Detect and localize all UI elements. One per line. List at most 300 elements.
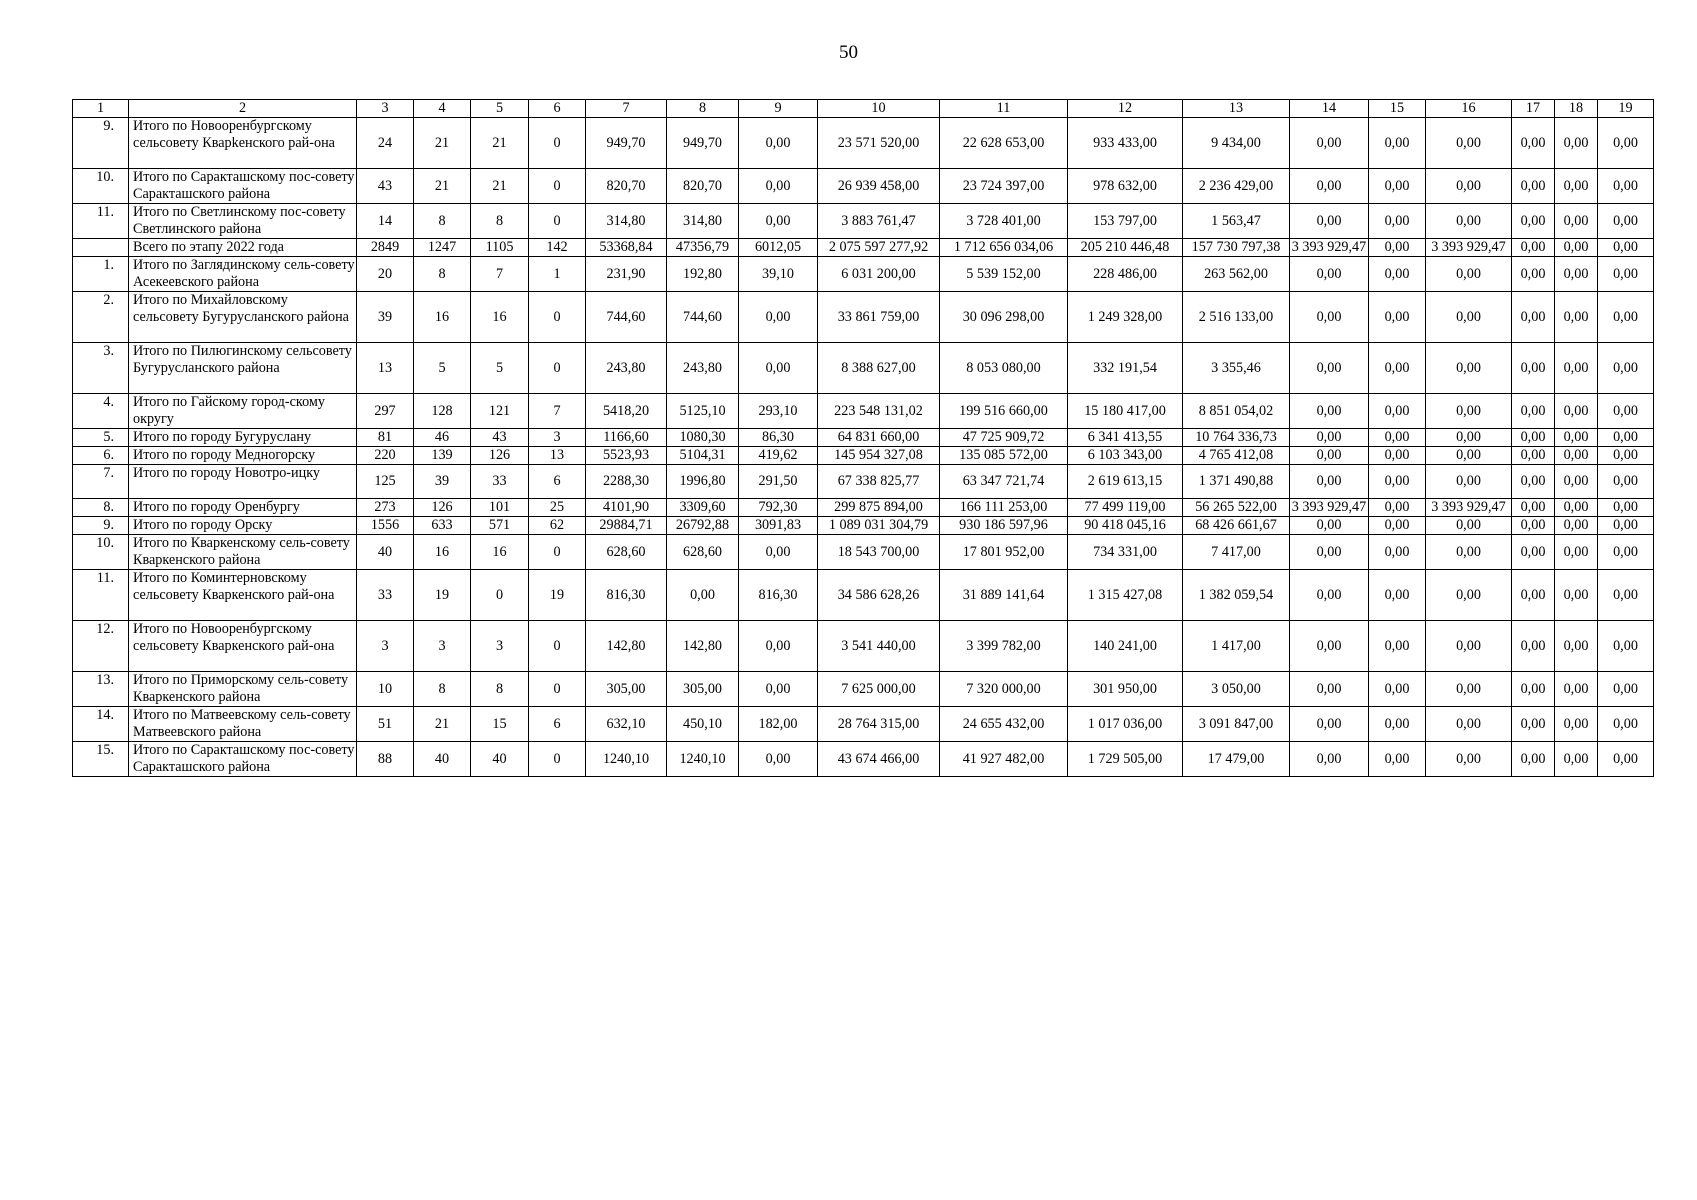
table-cell: 816,30 — [586, 570, 667, 621]
row-number: 9. — [73, 517, 129, 535]
table-cell: 0,00 — [1598, 570, 1654, 621]
table-cell: 86,30 — [739, 429, 818, 447]
table-cell: 199 516 660,00 — [940, 394, 1068, 429]
table-cell: 0,00 — [1426, 204, 1512, 239]
table-cell: 142,80 — [586, 621, 667, 672]
table-cell: 26 939 458,00 — [818, 169, 940, 204]
table-cell: 34 586 628,26 — [818, 570, 940, 621]
table-cell: 68 426 661,67 — [1183, 517, 1290, 535]
table-cell: 0,00 — [1512, 257, 1555, 292]
table-cell: 0,00 — [1290, 429, 1369, 447]
table-cell: 0,00 — [667, 570, 739, 621]
row-name: Итого по Новооренбургскому сельсовету Кваркенского рай-она — [129, 621, 357, 672]
table-cell: 0,00 — [1426, 621, 1512, 672]
table-cell: 0 — [529, 169, 586, 204]
column-header: 4 — [414, 100, 471, 118]
table-cell: 5523,93 — [586, 447, 667, 465]
table-cell: 0,00 — [1555, 239, 1598, 257]
table-row — [73, 343, 1654, 394]
column-header: 7 — [586, 100, 667, 118]
table-cell: 0,00 — [1290, 621, 1369, 672]
table-cell: 142 — [529, 239, 586, 257]
column-header: 8 — [667, 100, 739, 118]
table-cell: 0,00 — [1598, 465, 1654, 499]
table-cell: 128 — [414, 394, 471, 429]
table-cell: 0,00 — [1555, 447, 1598, 465]
table-cell: 0,00 — [739, 672, 818, 707]
table-cell: 0,00 — [1369, 394, 1426, 429]
table-cell: 0,00 — [1512, 239, 1555, 257]
table-cell: 0,00 — [1290, 672, 1369, 707]
table-cell: 8 — [414, 204, 471, 239]
table-cell: 0 — [529, 118, 586, 169]
table-cell: 0,00 — [1426, 707, 1512, 742]
table-row — [73, 621, 1654, 672]
table-cell: 81 — [357, 429, 414, 447]
table-cell: 3 050,00 — [1183, 672, 1290, 707]
table-cell: 2 075 597 277,92 — [818, 239, 940, 257]
table-cell: 0 — [529, 672, 586, 707]
table-cell: 632,10 — [586, 707, 667, 742]
row-number: 5. — [73, 429, 129, 447]
table-cell: 0,00 — [739, 118, 818, 169]
table-cell: 0,00 — [1555, 707, 1598, 742]
table-cell: 0,00 — [1369, 257, 1426, 292]
row-name: Итого по городу Медногорску — [129, 447, 357, 465]
table-cell: 0,00 — [1369, 499, 1426, 517]
table-cell: 5 — [414, 343, 471, 394]
table-cell: 314,80 — [586, 204, 667, 239]
table-cell: 0,00 — [1426, 517, 1512, 535]
table-cell: 0,00 — [1555, 429, 1598, 447]
table-row — [73, 118, 1654, 169]
table-cell: 820,70 — [586, 169, 667, 204]
table-cell: 0,00 — [1369, 535, 1426, 570]
row-name: Итого по Михайловскому сельсовету Бугурусланского района — [129, 292, 357, 343]
row-number: 3. — [73, 343, 129, 394]
row-name: Итого по Приморскому сель-совету Кваркенского района — [129, 672, 357, 707]
table-cell: 88 — [357, 742, 414, 777]
row-number: 13. — [73, 672, 129, 707]
table-cell: 3 541 440,00 — [818, 621, 940, 672]
table-cell: 1080,30 — [667, 429, 739, 447]
table-cell: 8 — [414, 672, 471, 707]
table-cell: 0,00 — [1426, 447, 1512, 465]
table-cell: 0,00 — [1369, 429, 1426, 447]
table-cell: 1 371 490,88 — [1183, 465, 1290, 499]
table-cell: 47356,79 — [667, 239, 739, 257]
table-row — [73, 204, 1654, 239]
table-cell: 47 725 909,72 — [940, 429, 1068, 447]
table-cell: 0 — [529, 204, 586, 239]
table-cell: 62 — [529, 517, 586, 535]
table-cell: 0,00 — [1426, 292, 1512, 343]
table-cell: 7 320 000,00 — [940, 672, 1068, 707]
table-cell: 1 249 328,00 — [1068, 292, 1183, 343]
table-cell: 121 — [471, 394, 529, 429]
column-header: 12 — [1068, 100, 1183, 118]
table-cell: 305,00 — [667, 672, 739, 707]
table-cell: 126 — [414, 499, 471, 517]
table-cell: 51 — [357, 707, 414, 742]
table-cell: 3 393 929,47 — [1290, 499, 1369, 517]
table-cell: 0,00 — [1598, 621, 1654, 672]
table-cell: 0,00 — [1369, 343, 1426, 394]
table-cell: 3 — [471, 621, 529, 672]
table-cell: 1247 — [414, 239, 471, 257]
table-cell: 0 — [529, 742, 586, 777]
table-cell: 734 331,00 — [1068, 535, 1183, 570]
table-cell: 13 — [529, 447, 586, 465]
table-cell: 0,00 — [1426, 465, 1512, 499]
table-cell: 0,00 — [1426, 394, 1512, 429]
row-name: Итого по Новооренбургскому сельсовету Кварkенского рай-она — [129, 118, 357, 169]
table-cell: 0,00 — [1598, 118, 1654, 169]
table-cell: 166 111 253,00 — [940, 499, 1068, 517]
table-cell: 0,00 — [1555, 570, 1598, 621]
table-cell: 0,00 — [1598, 169, 1654, 204]
table-cell: 0,00 — [1598, 292, 1654, 343]
row-number: 11. — [73, 204, 129, 239]
table-cell: 205 210 446,48 — [1068, 239, 1183, 257]
table-cell: 18 543 700,00 — [818, 535, 940, 570]
table-cell: 2 516 133,00 — [1183, 292, 1290, 343]
table-cell: 0,00 — [1598, 447, 1654, 465]
table-cell: 633 — [414, 517, 471, 535]
row-number: 2. — [73, 292, 129, 343]
table-cell: 0 — [471, 570, 529, 621]
table-cell: 7 — [529, 394, 586, 429]
table-cell: 1166,60 — [586, 429, 667, 447]
table-cell: 153 797,00 — [1068, 204, 1183, 239]
table-cell: 6 — [529, 465, 586, 499]
column-header: 14 — [1290, 100, 1369, 118]
table-cell: 0,00 — [1512, 429, 1555, 447]
table-cell: 273 — [357, 499, 414, 517]
row-name: Итого по Матвеевскому сель-совету Матвеевского района — [129, 707, 357, 742]
table-cell: 0,00 — [1598, 394, 1654, 429]
table-cell: 0,00 — [1598, 429, 1654, 447]
row-name: Итого по Кваркенскому сель-совету Кваркенского района — [129, 535, 357, 570]
table-cell: 10 764 336,73 — [1183, 429, 1290, 447]
table-cell: 0,00 — [739, 343, 818, 394]
table-cell: 13 — [357, 343, 414, 394]
table-cell: 1 — [529, 257, 586, 292]
table-cell: 29884,71 — [586, 517, 667, 535]
table-cell: 816,30 — [739, 570, 818, 621]
table-cell: 20 — [357, 257, 414, 292]
row-number: 9. — [73, 118, 129, 169]
table-cell: 0,00 — [1512, 118, 1555, 169]
table-cell: 63 347 721,74 — [940, 465, 1068, 499]
table-cell: 1105 — [471, 239, 529, 257]
table-cell: 77 499 119,00 — [1068, 499, 1183, 517]
row-name: Итого по Заглядинскому сель-совету Асекеевского района — [129, 257, 357, 292]
table-cell: 1556 — [357, 517, 414, 535]
table-cell: 31 889 141,64 — [940, 570, 1068, 621]
table-cell: 8 — [471, 204, 529, 239]
table-cell: 314,80 — [667, 204, 739, 239]
column-header: 1 — [73, 100, 129, 118]
table-cell: 0,00 — [1555, 499, 1598, 517]
table-cell: 135 085 572,00 — [940, 447, 1068, 465]
table-cell: 125 — [357, 465, 414, 499]
table-cell: 5125,10 — [667, 394, 739, 429]
table-cell: 0,00 — [1598, 672, 1654, 707]
table-cell: 744,60 — [586, 292, 667, 343]
table-cell: 21 — [414, 118, 471, 169]
table-cell: 39 — [357, 292, 414, 343]
table-cell: 0,00 — [1290, 394, 1369, 429]
table-cell: 3 — [414, 621, 471, 672]
table-cell: 3 393 929,47 — [1426, 239, 1512, 257]
table-cell: 228 486,00 — [1068, 257, 1183, 292]
table-cell: 0,00 — [1512, 343, 1555, 394]
table-row — [73, 465, 1654, 499]
table-cell: 90 418 045,16 — [1068, 517, 1183, 535]
table-cell: 0,00 — [1512, 204, 1555, 239]
table-cell: 8 — [471, 672, 529, 707]
table-cell: 0,00 — [1512, 447, 1555, 465]
table-cell: 332 191,54 — [1068, 343, 1183, 394]
table-cell: 243,80 — [586, 343, 667, 394]
table-cell: 41 927 482,00 — [940, 742, 1068, 777]
table-cell: 23 724 397,00 — [940, 169, 1068, 204]
column-header: 9 — [739, 100, 818, 118]
table-cell: 22 628 653,00 — [940, 118, 1068, 169]
row-name: Итого по городу Оренбургу — [129, 499, 357, 517]
table-cell: 182,00 — [739, 707, 818, 742]
row-name: Итого по Светлинскому пос-совету Светлинского района — [129, 204, 357, 239]
table-cell: 101 — [471, 499, 529, 517]
table-cell: 3 728 401,00 — [940, 204, 1068, 239]
table-cell: 126 — [471, 447, 529, 465]
table-cell: 0,00 — [1369, 169, 1426, 204]
table-cell: 6 031 200,00 — [818, 257, 940, 292]
table-cell: 43 674 466,00 — [818, 742, 940, 777]
table-cell: 3 393 929,47 — [1290, 239, 1369, 257]
column-header: 6 — [529, 100, 586, 118]
table-cell: 0,00 — [1555, 394, 1598, 429]
table-cell: 3309,60 — [667, 499, 739, 517]
table-cell: 21 — [471, 169, 529, 204]
table-cell: 5 539 152,00 — [940, 257, 1068, 292]
table-cell: 243,80 — [667, 343, 739, 394]
table-cell: 43 — [357, 169, 414, 204]
table-cell: 67 338 825,77 — [818, 465, 940, 499]
row-name: Итого по Пилюгинскому сельсовету Бугурусланского района — [129, 343, 357, 394]
table-cell: 0,00 — [1512, 621, 1555, 672]
table-cell: 0,00 — [1555, 621, 1598, 672]
table-cell: 0,00 — [1598, 204, 1654, 239]
table-cell: 28 764 315,00 — [818, 707, 940, 742]
table-cell: 792,30 — [739, 499, 818, 517]
table-cell: 0,00 — [1369, 621, 1426, 672]
table-cell: 4101,90 — [586, 499, 667, 517]
table-cell: 1 712 656 034,06 — [940, 239, 1068, 257]
table-cell: 24 655 432,00 — [940, 707, 1068, 742]
table-cell: 0,00 — [1369, 517, 1426, 535]
row-number: 7. — [73, 465, 129, 499]
table-cell: 0,00 — [1512, 742, 1555, 777]
table-cell: 3 355,46 — [1183, 343, 1290, 394]
table-cell: 1240,10 — [586, 742, 667, 777]
table-cell: 0,00 — [1512, 707, 1555, 742]
table-cell: 0,00 — [1369, 447, 1426, 465]
table-cell: 21 — [414, 169, 471, 204]
column-header: 19 — [1598, 100, 1654, 118]
table-cell: 0,00 — [1290, 447, 1369, 465]
table-cell: 3 091 847,00 — [1183, 707, 1290, 742]
table-cell: 0,00 — [1555, 257, 1598, 292]
table-cell: 0,00 — [1426, 570, 1512, 621]
table-cell: 0,00 — [739, 535, 818, 570]
table-cell: 5418,20 — [586, 394, 667, 429]
table-cell: 0,00 — [1598, 535, 1654, 570]
table-cell: 40 — [357, 535, 414, 570]
table-cell: 299 875 894,00 — [818, 499, 940, 517]
table-cell: 220 — [357, 447, 414, 465]
data-table — [72, 99, 1654, 777]
table-cell: 0,00 — [1555, 118, 1598, 169]
table-cell: 33 — [471, 465, 529, 499]
table-cell: 25 — [529, 499, 586, 517]
table-cell: 9 434,00 — [1183, 118, 1290, 169]
table-cell: 3 399 782,00 — [940, 621, 1068, 672]
table-cell: 5 — [471, 343, 529, 394]
table-cell: 0,00 — [1426, 429, 1512, 447]
table-cell: 0,00 — [1369, 204, 1426, 239]
table-cell: 21 — [414, 707, 471, 742]
table-cell: 157 730 797,38 — [1183, 239, 1290, 257]
table-cell: 0,00 — [1426, 672, 1512, 707]
table-cell: 1 729 505,00 — [1068, 742, 1183, 777]
table-cell: 2 236 429,00 — [1183, 169, 1290, 204]
table-cell: 1 017 036,00 — [1068, 707, 1183, 742]
column-header: 11 — [940, 100, 1068, 118]
row-number: 11. — [73, 570, 129, 621]
table-cell: 26792,88 — [667, 517, 739, 535]
row-name: Итого по Коминтерновскому сельсовету Кваркенского рай-она — [129, 570, 357, 621]
table-cell: 64 831 660,00 — [818, 429, 940, 447]
table-cell: 0,00 — [1426, 343, 1512, 394]
table-cell: 140 241,00 — [1068, 621, 1183, 672]
table-cell: 6 341 413,55 — [1068, 429, 1183, 447]
table-cell: 1 089 031 304,79 — [818, 517, 940, 535]
table-cell: 0,00 — [1426, 257, 1512, 292]
table-cell: 17 801 952,00 — [940, 535, 1068, 570]
table-cell: 291,50 — [739, 465, 818, 499]
table-cell: 1 382 059,54 — [1183, 570, 1290, 621]
table-cell: 33 861 759,00 — [818, 292, 940, 343]
table-cell: 1240,10 — [667, 742, 739, 777]
table-cell: 0,00 — [1512, 169, 1555, 204]
table-cell: 16 — [471, 535, 529, 570]
table-cell: 23 571 520,00 — [818, 118, 940, 169]
table-cell: 8 851 054,02 — [1183, 394, 1290, 429]
table-cell: 19 — [529, 570, 586, 621]
row-number: 10. — [73, 169, 129, 204]
table-cell: 8 — [414, 257, 471, 292]
table-cell: 1 563,47 — [1183, 204, 1290, 239]
table-cell: 978 632,00 — [1068, 169, 1183, 204]
table-cell: 0,00 — [1512, 517, 1555, 535]
row-number: 15. — [73, 742, 129, 777]
table-cell: 0,00 — [1290, 517, 1369, 535]
table-cell: 0,00 — [1598, 707, 1654, 742]
table-cell: 293,10 — [739, 394, 818, 429]
table-cell: 1 417,00 — [1183, 621, 1290, 672]
table-row — [73, 535, 1654, 570]
row-number: 12. — [73, 621, 129, 672]
table-cell: 53368,84 — [586, 239, 667, 257]
table-cell: 2849 — [357, 239, 414, 257]
table-cell: 297 — [357, 394, 414, 429]
table-cell: 0,00 — [1426, 118, 1512, 169]
table-cell: 3 883 761,47 — [818, 204, 940, 239]
row-name: Итого по Саракташскому пос-совету Саракташского района — [129, 742, 357, 777]
table-cell: 0,00 — [1290, 707, 1369, 742]
table-cell: 0,00 — [1290, 118, 1369, 169]
table-cell: 301 950,00 — [1068, 672, 1183, 707]
table-cell: 139 — [414, 447, 471, 465]
column-header: 3 — [357, 100, 414, 118]
table-cell: 2288,30 — [586, 465, 667, 499]
table-cell: 145 954 327,08 — [818, 447, 940, 465]
table-cell: 0,00 — [1512, 672, 1555, 707]
table-cell: 0,00 — [1369, 118, 1426, 169]
table-cell: 628,60 — [586, 535, 667, 570]
table-cell: 0,00 — [1290, 169, 1369, 204]
table-cell: 0,00 — [1512, 394, 1555, 429]
column-header: 17 — [1512, 100, 1555, 118]
table-cell: 305,00 — [586, 672, 667, 707]
column-header: 18 — [1555, 100, 1598, 118]
table-cell: 14 — [357, 204, 414, 239]
table-cell: 8 388 627,00 — [818, 343, 940, 394]
table-cell: 0 — [529, 535, 586, 570]
table-row — [73, 292, 1654, 343]
row-number: 1. — [73, 257, 129, 292]
table-cell: 628,60 — [667, 535, 739, 570]
table-row — [73, 742, 1654, 777]
table-cell: 46 — [414, 429, 471, 447]
table-cell: 0,00 — [739, 169, 818, 204]
table-cell: 7 625 000,00 — [818, 672, 940, 707]
table-row — [73, 447, 1654, 465]
table-cell: 0,00 — [1598, 257, 1654, 292]
table-cell: 0,00 — [1426, 169, 1512, 204]
table-cell: 5104,31 — [667, 447, 739, 465]
row-number — [73, 239, 129, 257]
table-cell: 0,00 — [1512, 535, 1555, 570]
table-cell: 192,80 — [667, 257, 739, 292]
table-cell: 949,70 — [586, 118, 667, 169]
table-cell: 10 — [357, 672, 414, 707]
table-cell: 7 417,00 — [1183, 535, 1290, 570]
table-row — [73, 429, 1654, 447]
table-cell: 15 — [471, 707, 529, 742]
table-cell: 0,00 — [1290, 465, 1369, 499]
table-cell: 0,00 — [1369, 292, 1426, 343]
table-row — [73, 257, 1654, 292]
row-number: 4. — [73, 394, 129, 429]
table-cell: 3091,83 — [739, 517, 818, 535]
table-cell: 15 180 417,00 — [1068, 394, 1183, 429]
row-name: Итого по Саракташскому пос-совету Саракташского района — [129, 169, 357, 204]
table-cell: 0,00 — [1290, 535, 1369, 570]
table-cell: 3 — [357, 621, 414, 672]
